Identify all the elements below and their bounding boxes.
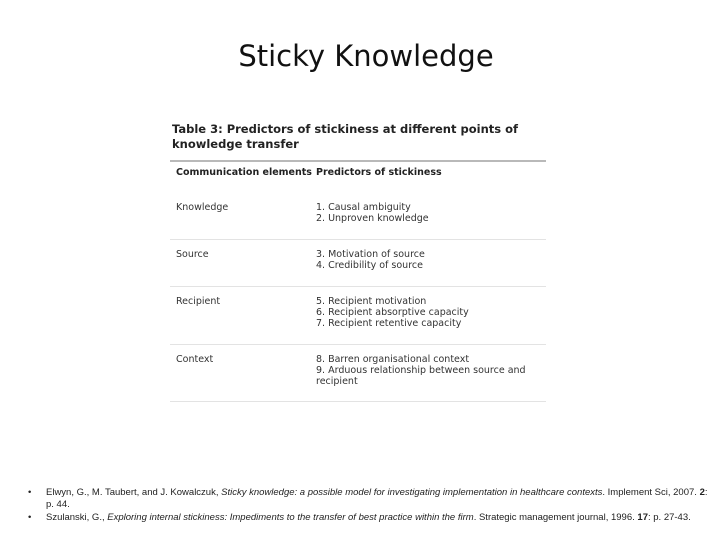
table-row-context xyxy=(170,345,546,401)
reference-title: Sticky knowledge: a possible model for investigating implementation in healthcare contexts xyxy=(221,487,603,498)
predictors-cell xyxy=(316,296,546,329)
predictor-item: 6. Recipient absorptive capacity xyxy=(316,307,469,318)
header-predictors-of-stickiness: Predictors of stickiness xyxy=(316,167,442,178)
predictor-item: 5. Recipient motivation xyxy=(316,296,427,307)
predictor-item: 2. Unproven knowledge xyxy=(316,213,429,224)
reference-item xyxy=(28,487,718,511)
table-row-recipient xyxy=(170,287,546,344)
bullet-icon: • xyxy=(28,487,32,498)
table-bottom-rule xyxy=(170,401,546,402)
reference-journal: . Implement Sci, 2007. xyxy=(602,487,700,498)
predictor-item: 8. Barren organisational context xyxy=(316,354,470,365)
element-cell: Source xyxy=(176,249,209,260)
predictor-item: 7. Recipient retentive capacity xyxy=(316,318,462,329)
header-communication-elements: Communication elements xyxy=(176,167,312,178)
predictor-item: 3. Motivation of source xyxy=(316,249,425,260)
reference-pages: : p. 44. xyxy=(46,487,708,510)
element-cell: Recipient xyxy=(176,296,221,307)
reference-item xyxy=(28,512,718,524)
reference-authors: Szulanski, G., xyxy=(46,512,108,523)
predictors-cell xyxy=(316,202,546,224)
reference-authors: Elwyn, G., M. Taubert, and J. Kowalczuk, xyxy=(46,487,222,498)
table-row-source xyxy=(170,240,546,286)
stickiness-table xyxy=(170,122,546,402)
reference-volume: 17 xyxy=(637,512,648,523)
reference-pages: : p. 27-43. xyxy=(647,512,691,523)
reference-title: Exploring internal stickiness: Impediments to the transfer of best practice within the firm xyxy=(107,512,474,523)
reference-journal: . Strategic management journal, 1996. xyxy=(473,512,638,523)
references-list xyxy=(28,487,718,525)
reference-volume: 2 xyxy=(699,487,705,498)
predictor-item: 9. Arduous relationship between source and recipient xyxy=(316,365,526,387)
predictors-cell xyxy=(316,249,546,271)
predictors-cell xyxy=(316,354,546,387)
table-caption: Table 3: Predictors of stickiness at different points of knowledge transfer xyxy=(172,122,519,151)
table-row-knowledge xyxy=(170,193,546,239)
predictor-item: 4. Credibility of source xyxy=(316,260,423,271)
element-cell: Context xyxy=(176,354,214,365)
table-header-row xyxy=(170,162,546,193)
predictor-item: 1. Causal ambiguity xyxy=(316,202,411,213)
bullet-icon: • xyxy=(28,512,32,523)
slide-title: Sticky Knowledge xyxy=(238,39,494,74)
element-cell: Knowledge xyxy=(176,202,229,213)
